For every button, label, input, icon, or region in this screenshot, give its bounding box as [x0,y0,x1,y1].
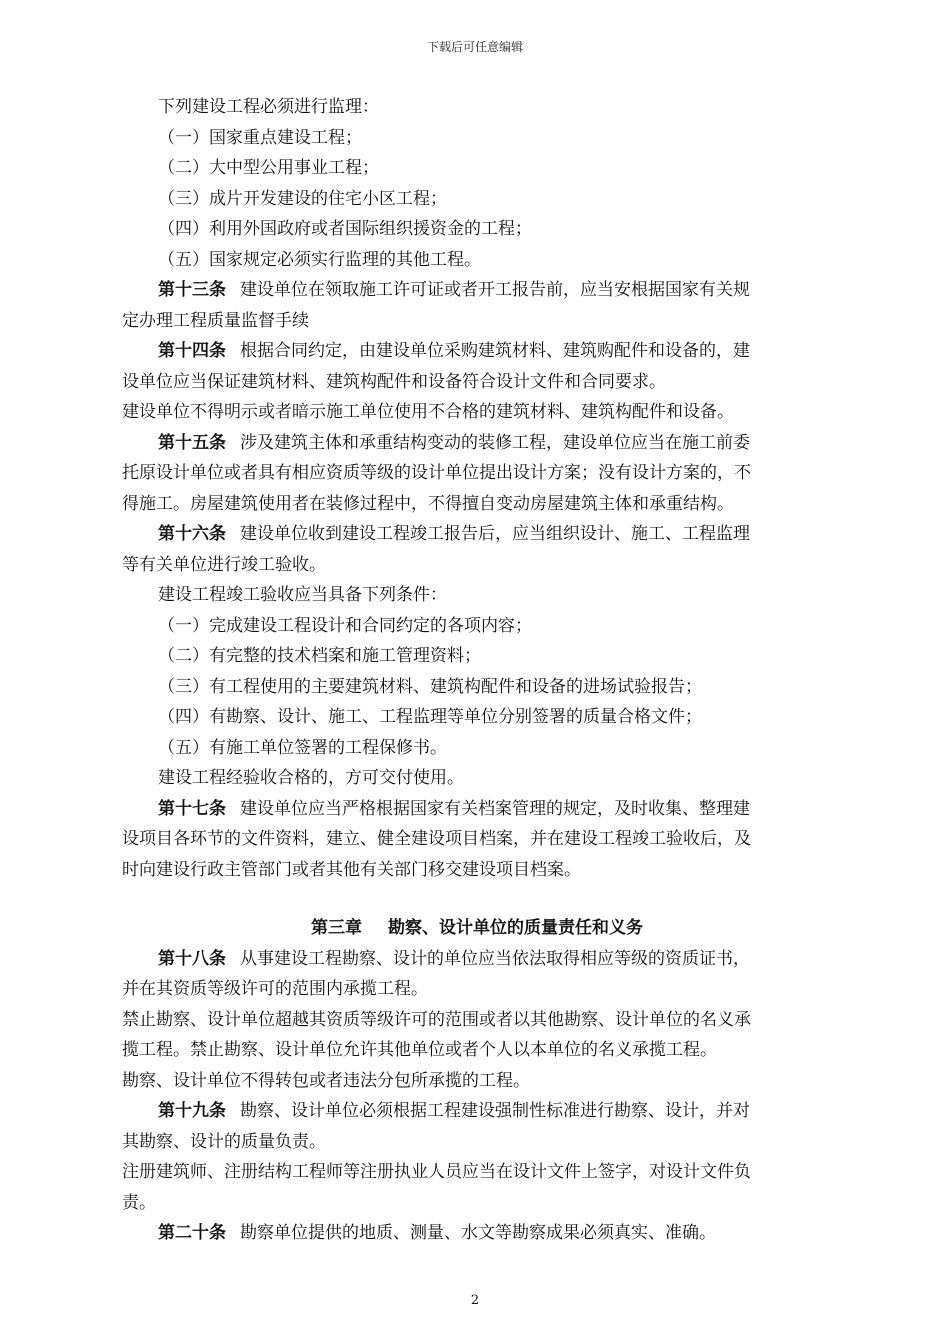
line-text: （三）有工程使用的主要建筑材料、建筑构配件和设备的进场试验报告； [158,676,702,697]
line-text: 从事建设工程勘察、设计的单位应当依法取得相应等级的资质证书， [240,948,750,969]
line-text: 下列建设工程必须进行监理： [158,97,379,117]
line-text: 得施工。房屋建筑使用者在装修过程中，不得擅自变动房屋建筑主体和承重结构。 [122,493,734,514]
text-line [122,1096,832,1127]
text-line [122,397,832,428]
text-line [122,489,832,520]
text-line [122,611,832,642]
text-line [122,1035,832,1066]
article-number: 第十四条 [158,341,226,361]
text-line [122,550,832,581]
line-text: 责。 [122,1192,156,1213]
article-number: 第二十条 [158,1223,226,1243]
line-text: （四）有勘察、设计、施工、工程监理等单位分别签署的质量合格文件； [158,707,702,727]
line-text: 设项目各环节的文件资料，建立、健全建设项目档案，并在建设工程竣工验收后，及 [122,829,751,849]
line-text: 等有关单位进行竣工验收。 [122,554,326,575]
text-line [122,855,832,886]
text-line [122,824,832,855]
line-text: （四）利用外国政府或者国际组织援资金的工程； [158,219,532,239]
line-text: （一）完成建设工程设计和合同约定的各项内容； [158,615,532,636]
line-text: 其勘察、设计的质量负责。 [122,1131,326,1152]
line-text: （三）成片开发建设的住宅小区工程； [158,188,447,209]
article-number: 第十五条 [158,432,226,453]
line-text: 禁止勘察、设计单位超越其资质等级许可的范围或者以其他勘察、设计单位的名义承 [122,1009,751,1030]
line-text: 勘察、设计单位不得转包或者违法分包所承揽的工程。 [122,1070,530,1091]
chapter-heading [122,913,832,944]
page-header: 下载后可任意编辑 [426,40,523,54]
text-line [122,672,832,703]
line-text: 建设单位在领取施工许可证或者开工报告前，应当安根据国家有关规 [240,280,750,300]
text-line [122,275,832,306]
line-text: 并在其资质等级许可的范围内承揽工程。 [122,979,428,999]
line-text: 根据合同约定，由建设单位采购建筑材料、建筑购配件和设备的，建 [240,341,750,361]
line-text: 定办理工程质量监督手续 [122,310,309,331]
line-text: （二）有完整的技术档案和施工管理资料； [158,646,481,666]
line-text: （五）国家规定必须实行监理的其他工程。 [158,249,481,270]
line-text: 建设单位应当严格根据国家有关档案管理的规定，及时收集、整理建 [240,798,750,819]
text-line [122,1066,832,1097]
line-text: 时向建设行政主管部门或者其他有关部门移交建设项目档案。 [122,859,581,880]
text-line [122,245,832,276]
text-line [122,184,832,215]
line-text: 勘察单位提供的地质、测量、水文等勘察成果必须真实、准确。 [240,1223,716,1243]
text-line [122,1127,832,1158]
text-line [122,519,832,550]
text-block-before-chapter [122,92,832,885]
article-number: 第十七条 [158,798,226,819]
text-line [122,641,832,672]
line-text: 建设单位不得明示或者暗示施工单位使用不合格的建筑材料、建筑构配件和设备。 [122,402,734,422]
article-number: 第十六条 [158,524,226,544]
text-line [122,1157,832,1188]
line-text: 托原设计单位或者具有相应资质等级的设计单位提出设计方案；没有设计方案的，不 [122,463,751,483]
text-block-after-chapter [122,944,832,1249]
chapter-number: 第三章 [311,918,362,938]
text-line [122,1005,832,1036]
article-number: 第十三条 [158,280,226,300]
line-text: （一）国家重点建设工程； [158,127,362,148]
line-text: 注册建筑师、注册结构工程师等注册执业人员应当在设计文件上签字，对设计文件负 [122,1162,751,1182]
text-line [122,794,832,825]
text-line [122,367,832,398]
line-text: （五）有施工单位签署的工程保修书。 [158,737,447,758]
line-text: 勘察、设计单位必须根据工程建设强制性标准进行勘察、设计，并对 [240,1101,750,1121]
text-line [122,580,832,611]
text-line [122,763,832,794]
line-text: 建设工程经验收合格的，方可交付使用。 [158,768,464,788]
page-number: 2 [470,1293,480,1308]
text-line [122,428,832,459]
text-line [122,974,832,1005]
text-line [122,306,832,337]
text-line [122,1188,832,1219]
chapter-title: 勘察、设计单位的质量责任和义务 [388,918,643,938]
line-text: 建设单位收到建设工程竣工报告后，应当组织设计、施工、工程监理 [240,524,750,544]
text-line [122,733,832,764]
line-text: 建设工程竣工验收应当具备下列条件： [158,585,447,605]
article-number: 第十八条 [158,948,226,969]
text-line [122,123,832,154]
text-line [122,153,832,184]
text-line [122,458,832,489]
text-line [122,1218,832,1249]
line-text: （二）大中型公用事业工程； [158,158,379,178]
line-text: 揽工程。禁止勘察、设计单位允许其他单位或者个人以本单位的名义承揽工程。 [122,1040,717,1060]
line-text: 设单位应当保证建筑材料、建筑构配件和设备符合设计文件和合同要求。 [122,371,666,392]
line-text: 涉及建筑主体和承重结构变动的装修工程，建设单位应当在施工前委 [240,432,750,453]
text-line [122,944,832,975]
article-number: 第十九条 [158,1101,226,1121]
text-line [122,702,832,733]
text-line [122,214,832,245]
text-line [122,92,832,123]
document-body [122,92,832,1249]
text-line [122,336,832,367]
